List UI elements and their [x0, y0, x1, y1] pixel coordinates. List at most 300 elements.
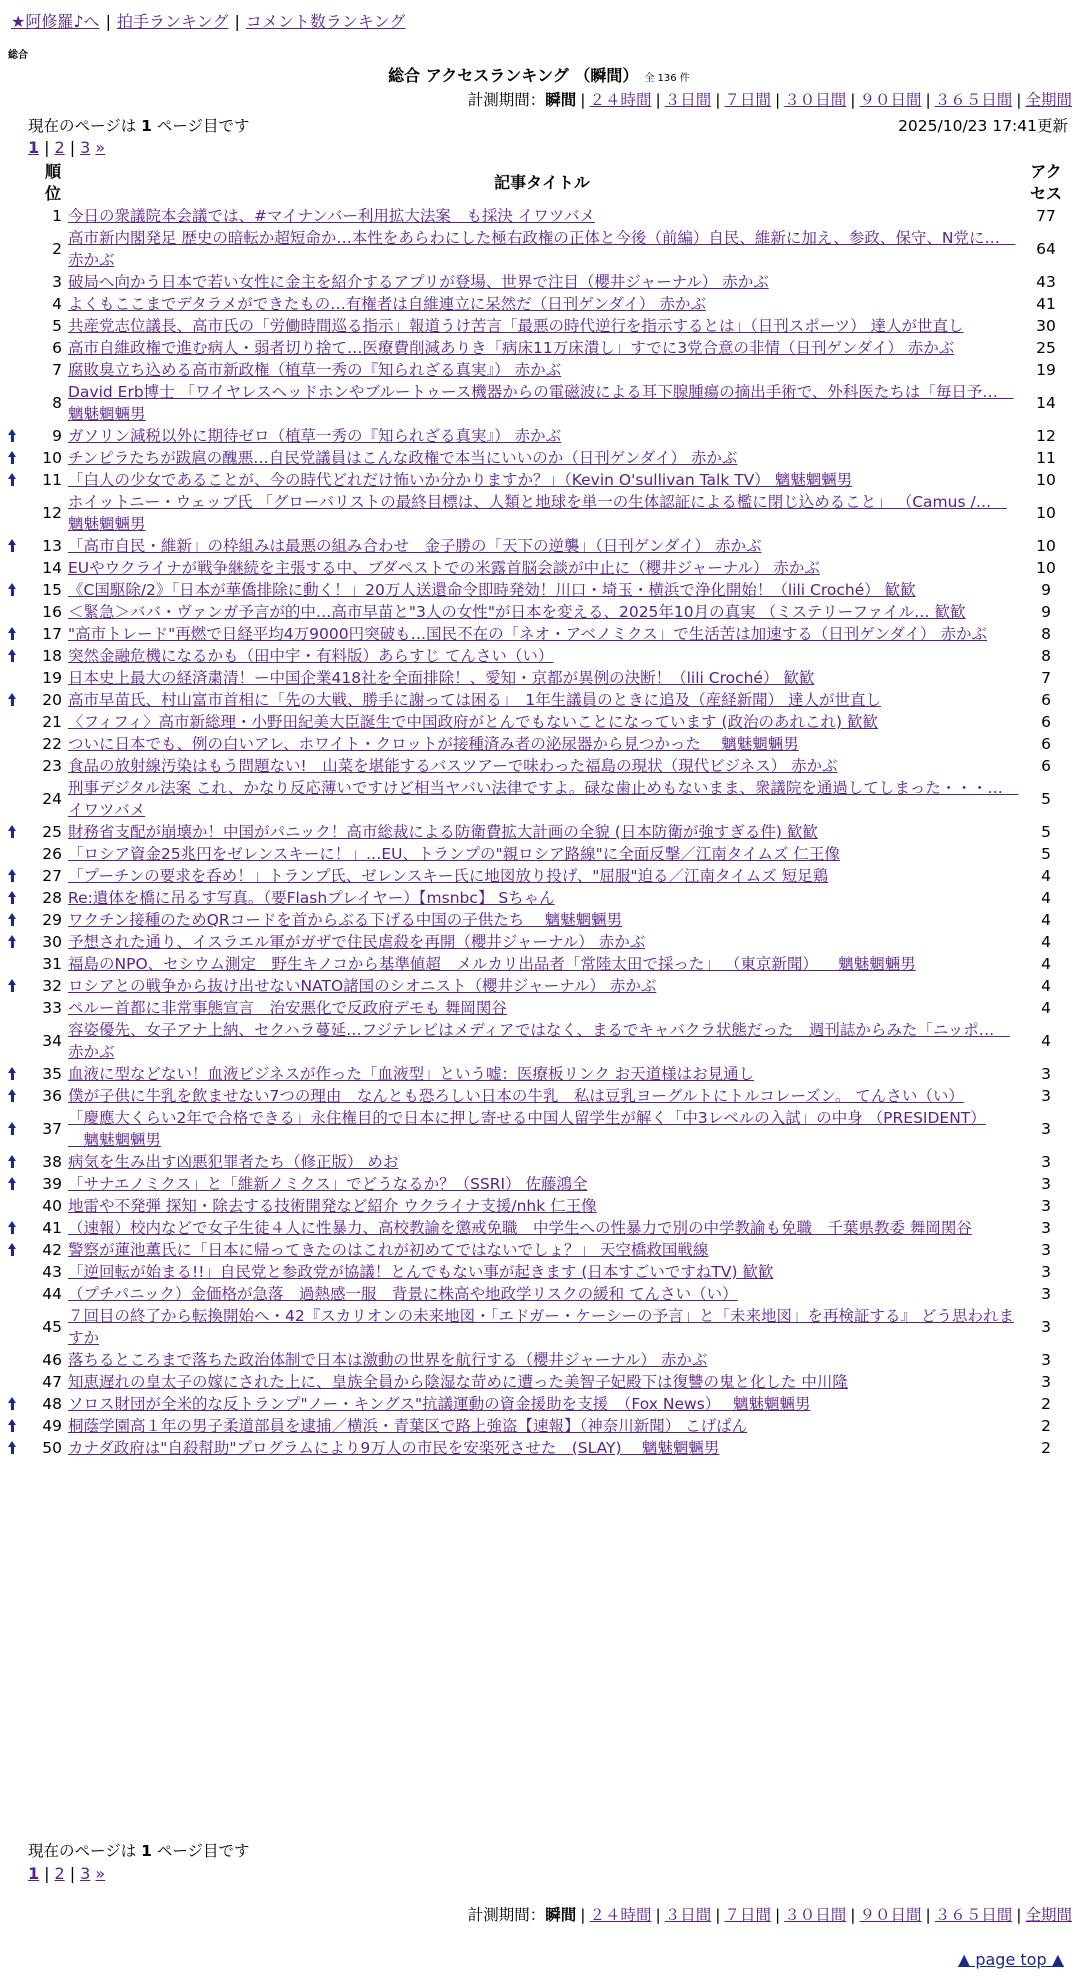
rank-number: 27 — [42, 867, 62, 885]
pager-separator: | — [44, 138, 50, 157]
period-option[interactable]: ３日間 — [664, 1906, 712, 1924]
article-title-link[interactable]: "高市トレード"再燃で日経平均4万9000円突破も…国民不在の「ネオ・アベノミクス」で生活苦は加速する（日刊ゲンダイ） 赤かぶ — [68, 625, 987, 643]
article-title-link[interactable]: 高市自維政権で進む病人・弱者切り捨て…医療費削減ありき「病床11万床潰し」すでに3党合意の非情（日刊ゲンダイ） 赤かぶ — [68, 339, 955, 357]
title-cell — [66, 777, 1018, 821]
article-title-link[interactable]: 刑事デジタル法案 これ、かなり反応薄いですけど相当ヤバい法律ですよ。碌な歯止めもないまま、衆議院を通過してしまった・・・… イワツバメ — [68, 779, 1019, 819]
ranking-table — [8, 161, 1074, 1459]
article-title-link[interactable]: 財務省支配が崩壊か！中国がパニック！高市総裁による防衛費拡大計画の全貌 (日本防衛が強すぎる件) 歓歓 — [68, 823, 818, 841]
home-link[interactable]: ★阿修羅♪へ — [11, 12, 100, 31]
next-page-link[interactable]: » — [95, 138, 106, 157]
trend-cell — [8, 1437, 23, 1459]
access-count: 5 — [1041, 823, 1051, 841]
article-title-link[interactable]: Re:遺体を橋に吊るす写真。（要Flashプレイヤー）【msnbc】 Sちゃん — [68, 889, 555, 907]
up-arrow-icon — [8, 1243, 17, 1256]
access-header: アクセス — [1029, 162, 1062, 203]
period-option[interactable]: ３日間 — [664, 91, 712, 109]
access-count: 3 — [1041, 1285, 1051, 1303]
up-arrow-icon — [8, 913, 17, 926]
rank-number: 47 — [42, 1373, 62, 1391]
trend-cell — [8, 821, 23, 843]
rank-number: 29 — [42, 911, 62, 929]
article-title-link[interactable]: 高市早苗氏、村山富市首相に「先の大戦、勝手に謝っては困る」 1年生議員のときに追及（産経新聞） 達人が世直し — [68, 691, 882, 709]
period-option[interactable]: ７日間 — [724, 1906, 771, 1924]
trend-cell — [8, 1261, 23, 1283]
title-cell — [66, 1283, 1018, 1305]
table-row — [8, 535, 1074, 557]
access-count: 3 — [1041, 1318, 1051, 1336]
up-arrow-icon — [8, 649, 17, 662]
period-separator: | — [775, 1906, 781, 1924]
trend-cell — [8, 755, 23, 777]
period-separator: | — [715, 91, 721, 109]
up-arrow-icon — [8, 891, 17, 904]
period-separator: | — [1016, 91, 1022, 109]
table-row — [8, 1019, 1074, 1063]
table-row — [8, 1305, 1074, 1349]
access-count: 5 — [1041, 790, 1051, 808]
table-row — [8, 315, 1074, 337]
current-page-number: 1 — [141, 1842, 152, 1860]
title-cell — [66, 711, 1018, 733]
period-option[interactable]: 全期間 — [1025, 1906, 1072, 1924]
access-count: 4 — [1041, 1032, 1051, 1050]
title-cell — [66, 579, 1018, 601]
title-cell — [66, 293, 1018, 315]
article-title-link[interactable]: ペルー首都に非常事態宣言 治安悪化で反政府デモも 舞岡関谷 — [68, 999, 507, 1017]
trend-cell — [8, 293, 23, 315]
rank-number: 16 — [42, 603, 62, 621]
rank-number: 11 — [42, 471, 62, 489]
article-title-link[interactable]: David Erb博士 「ワイヤレスヘッドホンやブルートゥース機器からの電磁波による耳下腺腫瘍の摘出手術で、外科医たちは「毎日予… 魑魅魍魎男 — [68, 383, 1014, 423]
access-count: 3 — [1041, 1373, 1051, 1391]
up-arrow-icon — [8, 1067, 17, 1080]
title-cell — [66, 667, 1018, 689]
article-title-link[interactable]: 腐敗臭立ち込める高市新政権（植草一秀の『知られざる真実』） 赤かぶ — [68, 361, 562, 379]
rank-number: 35 — [42, 1065, 62, 1083]
period-separator: | — [775, 91, 781, 109]
trend-cell — [8, 1393, 23, 1415]
trend-cell — [8, 975, 23, 997]
up-arrow-icon — [8, 473, 17, 486]
page-link[interactable]: 2 — [54, 138, 65, 157]
period-option[interactable]: ２４時間 — [589, 1906, 652, 1924]
period-separator: | — [580, 1906, 586, 1924]
total-count: 全 136 件 — [644, 73, 690, 84]
rank-number: 18 — [42, 647, 62, 665]
period-label: 計測期間： — [467, 91, 546, 109]
access-count: 77 — [1036, 207, 1056, 225]
access-count: 3 — [1041, 1153, 1051, 1171]
applause-ranking-link[interactable]: 拍手ランキング — [116, 12, 229, 31]
top-navigation — [11, 10, 405, 34]
rank-number: 43 — [42, 1263, 62, 1281]
up-arrow-icon — [8, 1419, 17, 1432]
rank-number: 13 — [42, 537, 62, 555]
table-row — [8, 1415, 1074, 1437]
rank-number: 33 — [42, 999, 62, 1017]
article-title-link[interactable]: 容姿優先、女子アナ上納、セクハラ蔓延…フジテレビはメディアではなく、まるでキャバクラ状態だった 週刊誌からみた「ニッポ… 赤かぶ — [68, 1021, 1010, 1061]
table-row — [8, 447, 1074, 469]
title-cell — [66, 425, 1018, 447]
table-row — [8, 645, 1074, 667]
title-cell — [66, 205, 1018, 227]
article-title-link[interactable]: 「逆回転が始まる!!」自民党と参政党が協議！とんでもない事が起きます (日本すごいですねTV) 歓歓 — [68, 1263, 774, 1281]
table-row — [8, 1217, 1074, 1239]
period-separator: | — [655, 1906, 661, 1924]
article-title-link[interactable]: ＜緊急＞ババ・ヴァンガ予言が的中…高市早苗と"3人の女性"が日本を変える、2025年10月の真実 （ミステリーファイル… 歓歓 — [68, 603, 966, 621]
access-count: 10 — [1036, 559, 1056, 577]
up-arrow-icon — [8, 1397, 17, 1410]
period-option[interactable]: ３６５日間 — [934, 1906, 1013, 1924]
article-title-link[interactable]: 桐蔭学園高１年の男子柔道部員を逮捕／横浜・青葉区で路上強盗【速報】（神奈川新聞） こげぱん — [68, 1417, 748, 1435]
title-cell — [66, 843, 1018, 865]
rank-number: 6 — [52, 339, 62, 357]
access-count: 4 — [1041, 977, 1051, 995]
article-title-link[interactable]: 〈フィフィ〉高市新総理・小野田紀美大臣誕生で中国政府がとんでもないことになっています (政治のあれこれ) 歓歓 — [68, 713, 878, 731]
rank-number: 2 — [52, 240, 62, 258]
access-count: 6 — [1041, 757, 1051, 775]
table-row — [8, 337, 1074, 359]
access-count: 11 — [1036, 449, 1056, 467]
trend-cell — [8, 579, 23, 601]
up-arrow-icon — [8, 1122, 17, 1135]
trend-cell — [8, 1019, 23, 1063]
title-cell — [66, 1151, 1018, 1173]
article-title-link[interactable]: 予想された通り、イスラエル軍がガザで住民虐殺を再開（櫻井ジャーナル） 赤かぶ — [68, 933, 646, 951]
table-row — [8, 623, 1074, 645]
rank-number: 4 — [52, 295, 62, 313]
up-arrow-icon — [8, 627, 17, 640]
table-row — [8, 1239, 1074, 1261]
table-row — [8, 1085, 1074, 1107]
table-row — [8, 997, 1074, 1019]
title-cell — [66, 821, 1018, 843]
access-count: 3 — [1041, 1219, 1051, 1237]
trend-cell — [8, 1107, 23, 1151]
article-title-link[interactable]: 破局へ向かう日本で若い女性に金主を紹介するアプリが登場、世界で注目（櫻井ジャーナル） 赤かぶ — [68, 273, 769, 291]
title-cell — [66, 733, 1018, 755]
access-count: 12 — [1036, 427, 1056, 445]
rank-number: 49 — [42, 1417, 62, 1435]
title-cell — [66, 1063, 1018, 1085]
table-row — [8, 843, 1074, 865]
article-title-link[interactable]: ロシアとの戦争から抜け出せないNATO諸国のシオニスト（櫻井ジャーナル） 赤かぶ — [68, 977, 657, 995]
table-row — [8, 733, 1074, 755]
rank-number: 15 — [42, 581, 62, 599]
trend-cell — [8, 1239, 23, 1261]
title-cell — [66, 271, 1018, 293]
period-option[interactable]: ３６５日間 — [934, 91, 1013, 109]
table-row — [8, 865, 1074, 887]
article-title-link[interactable]: ホイットニー・ウェッブ氏 「グローバリストの最終目標は、人類と地球を単一の生体認証による檻に閉じ込めること」 （Camus /… 魑魅魍魎男 — [68, 493, 1007, 533]
access-count: 10 — [1036, 471, 1056, 489]
rank-number: 38 — [42, 1153, 62, 1171]
rank-header: 順位 — [44, 162, 61, 203]
rank-number: 3 — [52, 273, 62, 291]
article-title-link[interactable]: 《C国駆除/2》「日本が華僑排除に動く！」20万人送還命令即時発効！川口・埼玉・横浜で浄化開始！（lili Croché） 歓歓 — [68, 581, 916, 599]
access-count: 3 — [1041, 1065, 1051, 1083]
trend-cell — [8, 623, 23, 645]
table-row — [8, 931, 1074, 953]
article-title-link[interactable]: ワクチン接種のためQRコードを首からぶる下げる中国の子供たち 魑魅魍魎男 — [68, 911, 623, 929]
period-selector-bottom — [468, 1903, 1072, 1925]
article-title-link[interactable]: ついに日本でも、例の白いアレ、ホワイト・クロットが接種済み者の泌尿器から見つかった 魑魅魍魎男 — [68, 735, 799, 753]
period-option[interactable]: ２４時間 — [589, 91, 652, 109]
pager-bottom — [28, 1864, 105, 1883]
trend-cell — [8, 535, 23, 557]
table-row — [8, 1283, 1074, 1305]
rank-number: 14 — [42, 559, 62, 577]
title-cell — [66, 1195, 1018, 1217]
access-count: 64 — [1036, 240, 1056, 258]
access-count: 3 — [1041, 1087, 1051, 1105]
trend-cell — [8, 711, 23, 733]
title-cell — [66, 1019, 1018, 1063]
title-cell — [66, 1371, 1018, 1393]
period-option[interactable]: ３０日間 — [784, 1906, 847, 1924]
access-count: 4 — [1041, 933, 1051, 951]
article-title-link[interactable]: 地雷や不発弾 探知・除去する技術開発など紹介 ウクライナ支援/nhk 仁王像 — [68, 1197, 597, 1215]
title-cell — [66, 1085, 1018, 1107]
ranking-title: 総合 アクセスランキング （瞬間） — [388, 66, 639, 85]
rank-number: 41 — [42, 1219, 62, 1237]
article-title-link[interactable]: 落ちるところまで落ちた政治体制で日本は激動の世界を航行する（櫻井ジャーナル） 赤かぶ — [68, 1351, 708, 1369]
title-cell — [66, 315, 1018, 337]
trend-cell — [8, 469, 23, 491]
period-separator: | — [850, 91, 856, 109]
title-cell — [66, 865, 1018, 887]
comment-ranking-link[interactable]: コメント数ランキング — [245, 12, 406, 31]
rank-number: 20 — [42, 691, 62, 709]
article-title-link[interactable]: 突然金融危機になるかも（田中宇・有料版）あらすじ てんさい（い） — [68, 647, 554, 665]
trend-cell — [8, 227, 23, 271]
rank-number: 40 — [42, 1197, 62, 1215]
table-row — [8, 755, 1074, 777]
title-cell — [66, 1437, 1018, 1459]
table-row — [8, 1173, 1074, 1195]
page-info-text: ページ目です — [151, 1842, 250, 1860]
table-row — [8, 975, 1074, 997]
title-cell — [66, 931, 1018, 953]
trend-cell — [8, 1063, 23, 1085]
next-page-link[interactable]: » — [95, 1864, 106, 1883]
access-count: 4 — [1041, 867, 1051, 885]
period-option[interactable]: ７日間 — [724, 91, 771, 109]
access-count: 2 — [1041, 1417, 1051, 1435]
article-title-link[interactable]: EUやウクライナが戦争継続を主張する中、ブダペストでの米露首脳会談が中止に（櫻井ジャーナル） 赤かぶ — [68, 559, 820, 577]
title-cell — [66, 689, 1018, 711]
table-row — [8, 711, 1074, 733]
rank-number: 25 — [42, 823, 62, 841]
period-option[interactable]: ９０日間 — [859, 1906, 922, 1924]
table-row — [8, 1261, 1074, 1283]
title-cell — [66, 1107, 1018, 1151]
rank-number: 46 — [42, 1351, 62, 1369]
period-option[interactable]: ９０日間 — [859, 91, 922, 109]
table-row — [8, 491, 1074, 535]
article-title-link[interactable]: 日本史上最大の経済粛清！ー中国企業418社を全面排除！、愛知・京都が異例の決断！（lili Croché） 歓歓 — [68, 669, 815, 687]
article-title-link[interactable]: チンピラたちが跋扈の醜悪…自民党議員はこんな政権で本当にいいのか（日刊ゲンダイ） 赤かぶ — [68, 449, 738, 467]
trend-cell — [8, 557, 23, 579]
article-title-link[interactable]: ７回目の終了から転換開始へ・42『スカリオンの未来地図・「エドガー・ケーシーの予言」と「未来地図」を再検証する』 どう思われますか — [68, 1307, 1014, 1347]
rank-number: 24 — [42, 790, 62, 808]
period-option: 瞬間 — [545, 1906, 577, 1924]
access-count: 10 — [1036, 537, 1056, 555]
trend-cell — [8, 1305, 23, 1349]
article-title-link[interactable]: 病気を生み出す凶悪犯罪者たち（修正版） めお — [68, 1153, 399, 1171]
title-cell — [66, 1239, 1018, 1261]
article-title-link[interactable]: 福島のNPO、セシウム測定 野生キノコから基準値超 メルカリ出品者「常陸太田で採った」 （東京新聞） 魑魅魍魎男 — [68, 955, 916, 973]
rank-number: 44 — [42, 1285, 62, 1303]
access-count: 10 — [1036, 504, 1056, 522]
article-title-link[interactable]: カナダ政府は"自殺幇助"プログラムにより9万人の市民を安楽死させた (SLAY) 魑魅魍魎男 — [68, 1439, 720, 1457]
access-count: 8 — [1041, 647, 1051, 665]
trend-cell — [8, 689, 23, 711]
access-count: 4 — [1041, 999, 1051, 1017]
article-title-link[interactable]: （速報）校内などで女子生徒４人に性暴力、高校教諭を懲戒免職 中学生への性暴力で別の中学教諭も免職 千葉県教委 舞岡関谷 — [68, 1219, 972, 1237]
up-arrow-icon — [8, 1089, 17, 1102]
title-cell — [66, 755, 1018, 777]
up-arrow-icon — [8, 935, 17, 948]
rank-number: 9 — [52, 427, 62, 445]
rank-number: 34 — [42, 1032, 62, 1050]
rank-number: 37 — [42, 1120, 62, 1138]
trend-cell — [8, 733, 23, 755]
article-title-link[interactable]: 血液に型などない！血液ビジネスが作った「血液型」という嘘：医療板リンク お天道様はお見通し — [68, 1065, 755, 1083]
access-count: 5 — [1041, 845, 1051, 863]
pager-separator: | — [69, 138, 76, 157]
title-cell — [66, 1415, 1018, 1437]
title-cell — [66, 491, 1018, 535]
table-row — [8, 1151, 1074, 1173]
article-title-link[interactable]: ガソリン減税以外に期待ゼロ（植草一秀の『知られざる真実』） 赤かぶ — [68, 427, 562, 445]
access-count: 41 — [1036, 295, 1056, 313]
access-count: 3 — [1041, 1175, 1051, 1193]
page-info-text: 現在のページは — [28, 117, 142, 135]
trend-cell — [8, 953, 23, 975]
article-title-link[interactable]: 僕が子供に牛乳を飲ませない7つの理由 なんとも恐ろしい日本の牛乳 私は豆乳ヨーグルトにトルコレーズン。 てんさい（い） — [68, 1087, 964, 1105]
access-count: 14 — [1036, 394, 1056, 412]
title-cell — [66, 1305, 1018, 1349]
title-cell — [66, 953, 1018, 975]
page-link[interactable]: 2 — [54, 1864, 65, 1883]
table-row — [8, 953, 1074, 975]
article-title-link[interactable]: （プチパニック）金価格が急落 過熱感一服 背景に株高や地政学リスクの緩和 てんさい（い） — [68, 1285, 738, 1303]
access-count: 6 — [1041, 713, 1051, 731]
period-label: 計測期間： — [467, 1906, 546, 1924]
article-title-link[interactable]: よくもここまでデタラメができたもの…有権者は自維連立に呆然だ（日刊ゲンダイ） 赤かぶ — [68, 295, 706, 313]
access-count: 2 — [1041, 1439, 1051, 1457]
period-option[interactable]: 全期間 — [1025, 91, 1072, 109]
section-label: 総合 — [8, 50, 28, 61]
title-cell — [66, 975, 1018, 997]
page-info-text: ページ目です — [151, 117, 250, 135]
updated-timestamp: 2025/10/23 17:41更新 — [898, 117, 1068, 135]
period-option[interactable]: ３０日間 — [784, 91, 847, 109]
period-separator: | — [655, 91, 661, 109]
title-cell — [66, 997, 1018, 1019]
article-title-link[interactable]: 「白人の少女であることが、今の時代どれだけ怖いか分かりますか？」（Kevin O'sullivan Talk TV） 魑魅魍魎男 — [68, 471, 853, 489]
trend-cell — [8, 447, 23, 469]
access-count: 3 — [1041, 1263, 1051, 1281]
article-title-link[interactable]: 「高市自民・維新」の枠組みは最悪の組み合わせ 金子勝の「天下の逆襲」（日刊ゲンダイ） 赤かぶ — [68, 537, 762, 555]
up-arrow-icon — [8, 583, 17, 596]
article-title-link[interactable]: 高市新内閣発足 歴史の暗転か超短命か…本性をあらわにした極右政権の正体と今後（前編）自民、維新に加え、参政、保守、N党に… 赤かぶ — [68, 229, 1016, 269]
table-row — [8, 601, 1074, 623]
pager-separator: | — [69, 1864, 76, 1883]
table-row — [8, 689, 1074, 711]
trend-cell — [8, 1415, 23, 1437]
article-title-link[interactable]: 「ロシア資金25兆円をゼレンスキーに！」…EU、トランプの"親ロシア路線"に全面反撃／江南タイムズ 仁王像 — [68, 845, 840, 863]
title-cell — [66, 1349, 1018, 1371]
page-info-text: 現在のページは — [28, 1842, 142, 1860]
trend-cell — [8, 425, 23, 447]
title-cell — [66, 359, 1018, 381]
rank-number: 7 — [52, 361, 62, 379]
trend-cell — [8, 381, 23, 425]
up-arrow-icon — [8, 1177, 17, 1190]
table-row — [8, 1393, 1074, 1415]
current-page-info-bottom — [28, 1839, 250, 1861]
article-title-link[interactable]: 食品の放射線汚染はもう問題ない! 山菜を堪能するバスツアーで味わった福島の現状（現代ビジネス） 赤かぶ — [68, 757, 838, 775]
article-title-link[interactable]: ソロス財団が全米的な反トランプ"ノー・キングス"抗議運動の資金援助を支援 （Fox News） 魑魅魍魎男 — [68, 1395, 811, 1413]
title-cell — [66, 1173, 1018, 1195]
page-link[interactable]: 3 — [80, 1864, 91, 1883]
trend-cell — [8, 1283, 23, 1305]
current-page-info-top — [28, 114, 250, 136]
rank-number: 39 — [42, 1175, 62, 1193]
up-arrow-icon — [8, 979, 17, 992]
title-cell — [66, 381, 1018, 425]
table-header-row — [8, 161, 1074, 205]
trend-cell — [8, 865, 23, 887]
period-separator: | — [925, 91, 931, 109]
title-cell — [66, 1261, 1018, 1283]
table-row — [8, 359, 1074, 381]
trend-cell — [8, 1217, 23, 1239]
rank-number: 17 — [42, 625, 62, 643]
trend-cell — [8, 843, 23, 865]
article-title-link[interactable]: 知恵遅れの皇太子の嫁にされた上に、皇族全員から陰湿な苛めに遭った美智子妃殿下は復讐の鬼と化した 中川隆 — [68, 1373, 848, 1391]
access-count: 9 — [1041, 581, 1051, 599]
trend-cell — [8, 271, 23, 293]
page-link[interactable]: 1 — [28, 138, 40, 157]
period-separator: | — [925, 1906, 931, 1924]
page-link[interactable]: 3 — [80, 138, 91, 157]
title-cell — [66, 601, 1018, 623]
up-arrow-icon — [8, 1155, 17, 1168]
page-top-link[interactable]: ▲ page top ▲ — [957, 1950, 1064, 1969]
rank-number: 32 — [42, 977, 62, 995]
article-title-link[interactable]: 警察が蓮池薫氏に「日本に帰ってきたのはこれが初めてではないでしょ？」 天空橋救国戦線 — [68, 1241, 709, 1259]
nav-separator: | — [105, 12, 111, 31]
access-count: 6 — [1041, 691, 1051, 709]
access-count: 9 — [1041, 603, 1051, 621]
access-count: 6 — [1041, 735, 1051, 753]
table-row — [8, 1437, 1074, 1459]
article-title-link[interactable]: 今日の衆議院本会議では、#マイナンバー利用拡大法案 も採決 イワツバメ — [68, 207, 595, 225]
up-arrow-icon — [8, 1221, 17, 1234]
article-title-link[interactable]: 「サナエノミクス」と「維新ノミクス」でどうなるか？（SSRI） 佐藤鴻全 — [68, 1175, 588, 1193]
table-row — [8, 887, 1074, 909]
article-title-link[interactable]: 「慶應大くらい2年で合格できる」永住権目的で日本に押し寄せる中国人留学生が解く「中3レベルの入試」の中身 （PRESIDENT） 魑魅魍魎男 — [68, 1109, 986, 1149]
article-title-link[interactable]: 共産党志位議長、高市氏の「労働時間巡る指示」報道うけ苦言「最悪の時代逆行を指示するとは」（日刊スポーツ） 達人が世直し — [68, 317, 964, 335]
trend-cell — [8, 887, 23, 909]
trend-cell — [8, 1085, 23, 1107]
trend-cell — [8, 1349, 23, 1371]
article-title-link[interactable]: 「プーチンの要求を呑め！」トランプ氏、ゼレンスキー氏に地図放り投げ、"屈服"迫る／江南タイムズ 短足鶏 — [68, 867, 829, 885]
page-link[interactable]: 1 — [28, 1864, 40, 1883]
